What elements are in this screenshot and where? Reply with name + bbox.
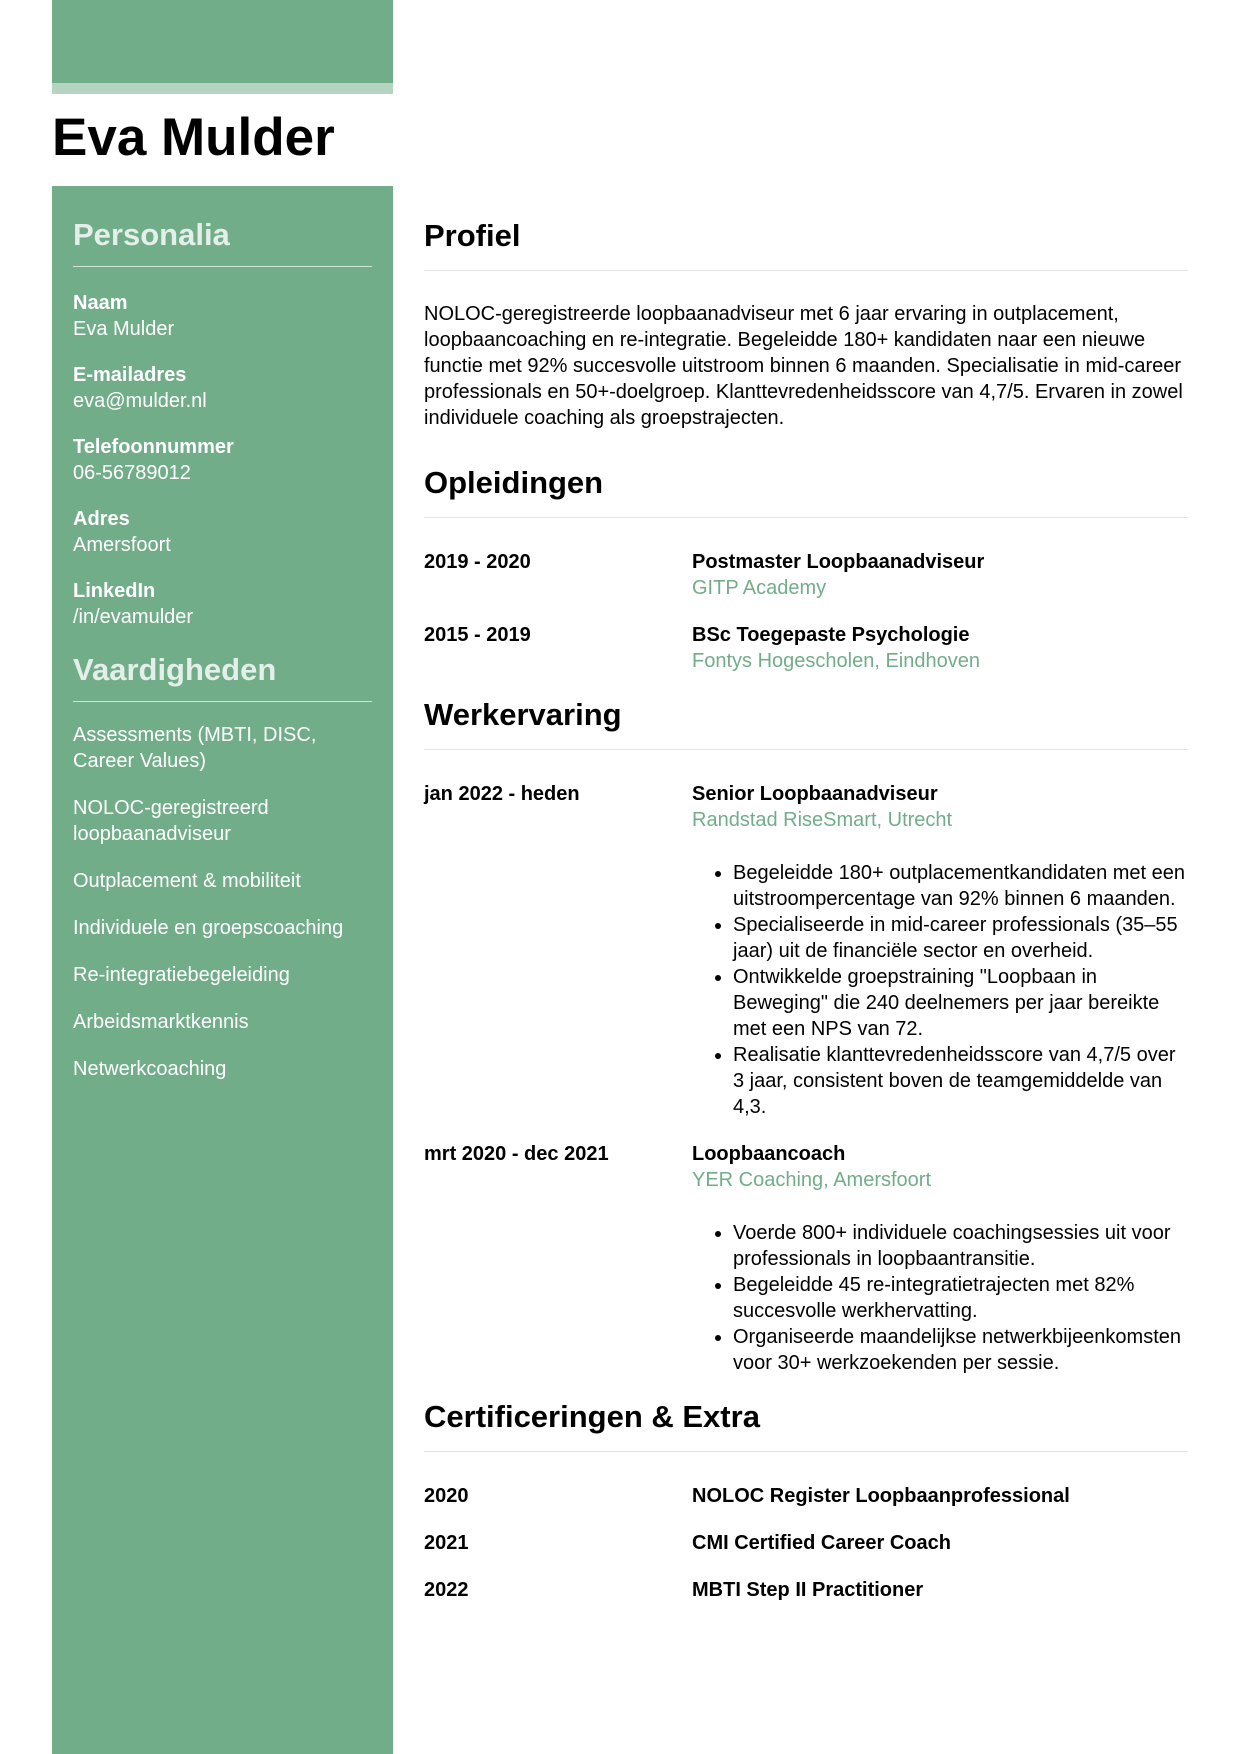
skill-item: NOLOC-geregistreerd loopbaanadviseur (73, 797, 269, 845)
skills-list (73, 722, 372, 1082)
personalia-item-linkedin (73, 578, 372, 630)
experience-entry (424, 1141, 1188, 1376)
achievement-list (692, 1220, 1188, 1376)
achievement-item: • Realisatie klanttevredenheidsscore van 4,7/5 over 3 jaar, consistent boven de teamgemiddelde van 4,3. (733, 1042, 1188, 1120)
header-accent-line (52, 83, 393, 94)
skills-heading: Vaardigheden (73, 650, 372, 702)
header-color-block (52, 0, 393, 83)
personalia-label: E-mailadres (73, 364, 187, 386)
achievement-list (692, 860, 1188, 1120)
entry-date: jan 2022 - heden (424, 783, 580, 805)
entry-institution: GITP Academy (692, 577, 827, 599)
entry-title: BSc Toegepaste Psychologie (692, 624, 970, 646)
personalia-item-email (73, 362, 372, 414)
entry-date: 2021 (424, 1532, 469, 1554)
entry-title: NOLOC Register Loopbaanprofessional (692, 1485, 1070, 1507)
experience-entry (424, 781, 1188, 1120)
entry-title: Loopbaancoach (692, 1143, 846, 1165)
achievement-item: • Specialiseerde in mid-career professionals (35–55 jaar) uit de financiële sector en overheid. (733, 912, 1188, 964)
entry-date: 2022 (424, 1579, 469, 1601)
personalia-list (73, 290, 372, 630)
entry-company: Randstad RiseSmart, Utrecht (692, 809, 953, 831)
skill-item: Arbeidsmarktkennis (73, 1011, 249, 1033)
linkedin-value: /in/evamulder (73, 606, 194, 628)
entry-company: YER Coaching, Amersfoort (692, 1169, 931, 1191)
personalia-value: Eva Mulder (73, 318, 175, 340)
education-entry (424, 622, 1188, 674)
profile-section (424, 216, 1188, 431)
skill-item: Individuele en groepscoaching (73, 917, 344, 939)
sidebar (52, 186, 393, 1754)
certifications-section (424, 1397, 1188, 1603)
skill-item: Outplacement & mobiliteit (73, 870, 301, 892)
entry-date: 2019 - 2020 (424, 551, 531, 573)
education-section (424, 463, 1188, 674)
profile-title: Profiel (424, 216, 1188, 271)
email-value: eva@mulder.nl (73, 390, 207, 412)
education-entry (424, 549, 1188, 601)
achievement-item: • Voerde 800+ individuele coachingsessies uit voor professionals in loopbaantransitie. (733, 1220, 1188, 1272)
personalia-label: Adres (73, 508, 130, 530)
certification-entry (424, 1530, 1188, 1556)
personalia-heading: Personalia (73, 215, 372, 267)
entry-date: 2015 - 2019 (424, 624, 531, 646)
achievement-item: • Ontwikkelde groepstraining "Loopbaan in Beweging" die 240 deelnemers per jaar bereikte met een NPS van 72. (733, 964, 1188, 1042)
phone-value: 06-56789012 (73, 462, 191, 484)
personalia-label: Naam (73, 292, 128, 314)
education-title: Opleidingen (424, 463, 1188, 518)
achievement-item: • Begeleidde 180+ outplacementkandidaten met een uitstroompercentage van 92% binnen 6 maanden. (733, 860, 1188, 912)
entry-date: 2020 (424, 1485, 469, 1507)
entry-title: Senior Loopbaanadviseur (692, 783, 938, 805)
skill-item: Assessments (MBTI, DISC, Career Values) (73, 724, 317, 772)
skill-item: Re-integratiebegeleiding (73, 964, 290, 986)
achievement-item: • Begeleidde 45 re-integratietrajecten met 82% succesvolle werkhervatting. (733, 1272, 1188, 1324)
entry-institution: Fontys Hogescholen, Eindhoven (692, 650, 980, 672)
address-value: Amersfoort (73, 534, 171, 556)
personalia-label: Telefoonnummer (73, 436, 234, 458)
certifications-title: Certificeringen & Extra (424, 1397, 1188, 1452)
entry-date: mrt 2020 - dec 2021 (424, 1143, 609, 1165)
main-content (424, 216, 1188, 1624)
achievement-item: • Organiseerde maandelijkse netwerkbijeenkomsten voor 30+ werkzoekenden per sessie. (733, 1324, 1188, 1376)
candidate-name: Eva Mulder (52, 108, 335, 167)
experience-title: Werkervaring (424, 695, 1188, 750)
certification-entry (424, 1483, 1188, 1509)
skill-item: Netwerkcoaching (73, 1058, 227, 1080)
personalia-label: LinkedIn (73, 580, 156, 602)
entry-title: Postmaster Loopbaanadviseur (692, 551, 985, 573)
certification-entry (424, 1577, 1188, 1603)
personalia-item-naam (73, 290, 372, 342)
personalia-item-telefoon (73, 434, 372, 486)
experience-section (424, 695, 1188, 1376)
profile-text: NOLOC-geregistreerde loopbaanadviseur met 6 jaar ervaring in outplacement, loopbaancoaching en re-integratie. Begeleidde 180+ kandidaten naar een nieuwe functie met 92% succesvolle uitstroom binnen 6 maanden. Specialisatie in mid-career professionals en 50+-doelgroep. Klanttevredenheidsscore van 4,7/5. Ervaren in zowel individuele coaching als groepstrajecten. (424, 303, 1183, 429)
personalia-item-adres (73, 506, 372, 558)
entry-title: MBTI Step II Practitioner (692, 1579, 924, 1601)
entry-title: CMI Certified Career Coach (692, 1532, 951, 1554)
